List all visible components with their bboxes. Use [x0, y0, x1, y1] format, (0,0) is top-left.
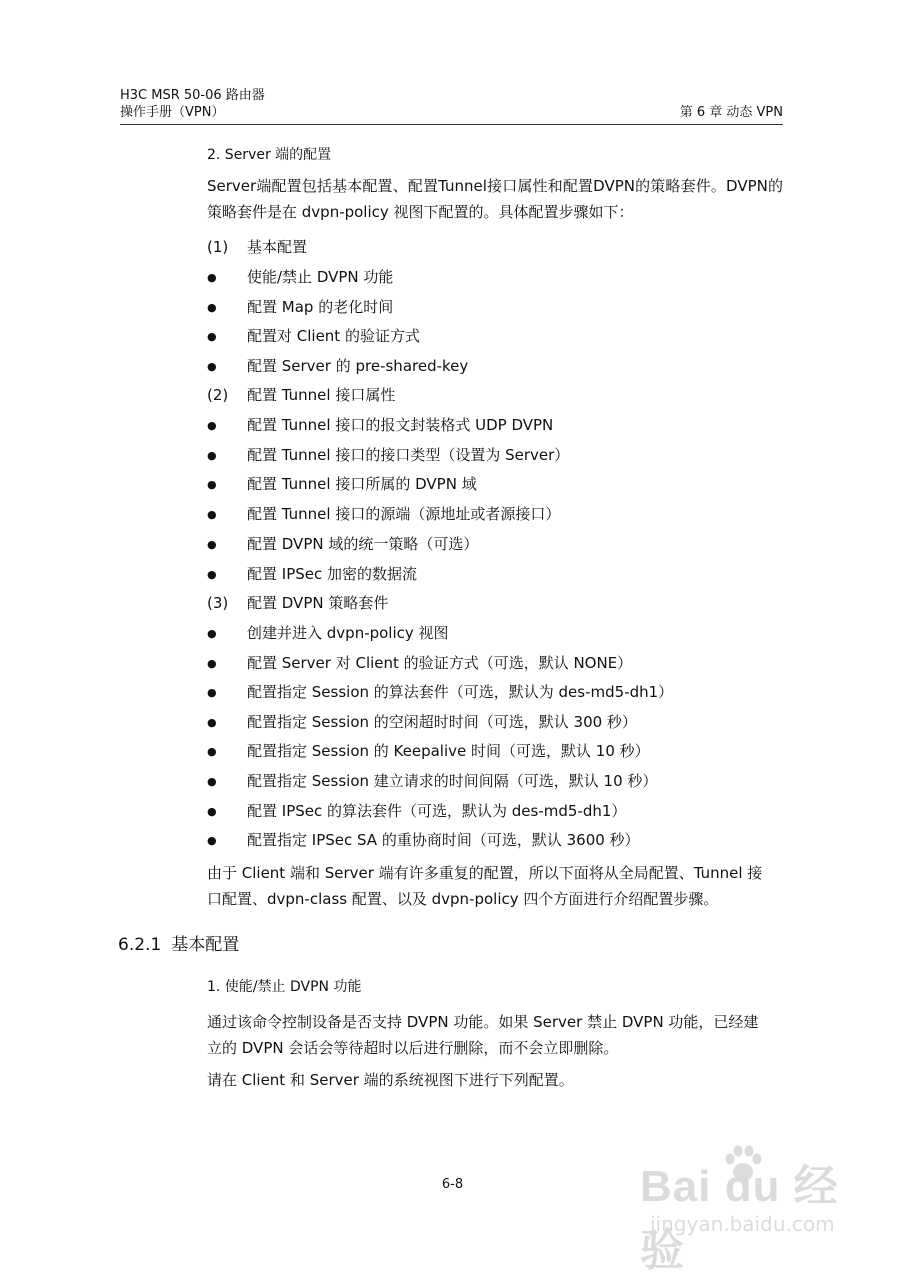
- watermark-logo: Bai du 经验: [640, 1162, 839, 1275]
- bullet-icon: ●: [207, 360, 217, 373]
- subsection-heading: 6.2.1 基本配置: [118, 935, 240, 955]
- list-item: ● 配置 Map 的老化时间: [207, 295, 393, 320]
- bullet-icon: ●: [207, 716, 217, 729]
- bullet-icon: ●: [207, 478, 217, 491]
- list-item: ● 配置 Server 对 Client 的验证方式（可选，默认 NONE）: [207, 651, 632, 676]
- list-item: ● 配置 IPSec 加密的数据流: [207, 562, 417, 587]
- list-item: ● 配置指定 Session 建立请求的时间间隔（可选，默认 10 秒）: [207, 769, 657, 794]
- list-item: ● 配置指定 Session 的空闲超时时间（可选，默认 300 秒）: [207, 710, 637, 735]
- list-item: ● 配置 Tunnel 接口的报文封装格式 UDP DVPN: [207, 413, 553, 438]
- bullet-icon: ●: [207, 834, 217, 847]
- header-chapter: 第 6 章 动态 VPN: [679, 105, 783, 120]
- bullet-icon: ●: [207, 330, 217, 343]
- list-item: ● 配置 Tunnel 接口的接口类型（设置为 Server）: [207, 443, 569, 468]
- numbered-item: (3) 配置 DVPN 策略套件: [207, 594, 389, 612]
- numbered-item: (2) 配置 Tunnel 接口属性: [207, 386, 396, 404]
- list-item: ● 配置 Tunnel 接口所属的 DVPN 域: [207, 472, 477, 497]
- bullet-icon: ●: [207, 419, 217, 432]
- closing-paragraph-line: 口配置、dvpn-class 配置、以及 dvpn-policy 四个方面进行介绍配置步骤。: [207, 890, 719, 908]
- watermark-url: jingyan.baidu.com: [650, 1212, 835, 1236]
- bullet-icon: ●: [207, 657, 217, 670]
- intro-paragraph: Server端配置包括基本配置、配置Tunnel接口属性和配置DVPN的策略套件。DVPN的策略套件是在 dvpn-policy 视图下配置的。具体配置步骤如下：: [207, 177, 783, 221]
- list-item: ● 配置指定 IPSec SA 的重协商时间（可选，默认 3600 秒）: [207, 828, 640, 853]
- bullet-icon: ●: [207, 508, 217, 521]
- bullet-icon: ●: [207, 745, 217, 758]
- list-item: ● 使能/禁止 DVPN 功能: [207, 265, 393, 290]
- list-item: ● 配置 IPSec 的算法套件（可选，默认为 des-md5-dh1）: [207, 799, 626, 824]
- body-paragraph-line: 通过该命令控制设备是否支持 DVPN 功能。如果 Server 禁止 DVPN 功能，已经建: [207, 1013, 759, 1031]
- bullet-icon: ●: [207, 449, 217, 462]
- page-header: [120, 86, 783, 125]
- page-number: 6-8: [441, 1177, 464, 1192]
- list-item: ● 配置对 Client 的验证方式: [207, 324, 420, 349]
- list-item: ● 配置指定 Session 的算法套件（可选，默认为 des-md5-dh1）: [207, 680, 673, 705]
- baidu-watermark: [640, 1150, 880, 1275]
- paw-icon: [720, 1142, 766, 1188]
- bullet-icon: ●: [207, 627, 217, 640]
- list-item: ● 配置指定 Session 的 Keepalive 时间（可选，默认 10 秒）: [207, 739, 650, 764]
- bullet-icon: ●: [207, 686, 217, 699]
- numbered-item: (1) 基本配置: [207, 238, 308, 256]
- closing-paragraph-line: 由于 Client 端和 Server 端有许多重复的配置，所以下面将从全局配置、Tunnel 接: [207, 864, 763, 882]
- list-item: ● 配置 Server 的 pre-shared-key: [207, 354, 468, 379]
- bullet-icon: ●: [207, 301, 217, 314]
- bullet-icon: ●: [207, 568, 217, 581]
- section-heading: 2. Server 端的配置: [207, 147, 332, 163]
- bullet-icon: ●: [207, 538, 217, 551]
- header-product: H3C MSR 50-06 路由器: [120, 88, 265, 103]
- bullet-icon: ●: [207, 805, 217, 818]
- bullet-icon: ●: [207, 775, 217, 788]
- sub-heading: 1. 使能/禁止 DVPN 功能: [207, 979, 362, 995]
- list-item: ● 配置 Tunnel 接口的源端（源地址或者源接口）: [207, 502, 560, 527]
- list-item: ● 配置 DVPN 域的统一策略（可选）: [207, 532, 478, 557]
- list-item: ● 创建并进入 dvpn-policy 视图: [207, 621, 449, 646]
- bullet-icon: ●: [207, 271, 217, 284]
- body-paragraph-line: 立的 DVPN 会话会等待超时以后进行删除，而不会立即删除。: [207, 1039, 619, 1057]
- header-manual: 操作手册（VPN）: [120, 105, 225, 120]
- body-paragraph: 请在 Client 和 Server 端的系统视图下进行下列配置。: [207, 1071, 574, 1089]
